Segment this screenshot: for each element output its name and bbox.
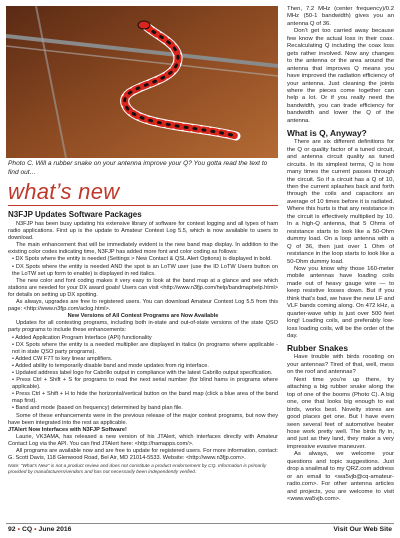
photo-caption: Photo C. Will a rubber snake on your antenna improve your Q? You gotta read the text to find out… (8, 160, 268, 176)
paragraph: The main enhancement that will be immediately evident is the new band map display. In addition to the existing color codes indicating time, N3FJP has added more font and color coding as follows: (8, 242, 278, 256)
section-title-jtalert: JTAlert Now Interfaces with N3FJP Software! (8, 426, 127, 433)
subheading-new-versions: New Versions of All Contest Programs are Now Available (67, 313, 219, 320)
list-item: • Added ability to temporarily disable band and mode updates from rig interface. (12, 362, 209, 369)
paragraph: Laurie, VK3AMA, has released a new version of his JTAlert, which interfaces directly with Amateur Contact Log via the API. You can find JTAlert here: <http://hamapps.com/>. (8, 433, 278, 447)
list-item: • Press Ctrl + Shift + H to hide the horizontal/vertical button on the band map (click a blue area of the band map first). (12, 391, 278, 405)
list-item: • Press Ctrl + Shift + S for programs to read the next serial number (for blind hams in programs where applicable). (12, 377, 278, 391)
paragraph: As always, we welcome your questions and topic suggestions. Just drop a snailmail to my QRZ.com address or an email to <wa5vjb@cq-amateur-radio.com>. For other antenna articles and projects, you are welcome to visit <www.wa5vjb.com>. (287, 451, 394, 503)
heading-rubber-snakes: Rubber Snakes (287, 343, 348, 354)
footer-website-label: Visit Our Web Site (333, 526, 392, 533)
separator-dot: • (34, 526, 37, 533)
disclaimer-note: Note: “What’s New” is not a product review and does not constitute a product endorsement by CQ. Information is primarily provided by manufacturers/vendors and has not necessarily been independently verified. (8, 464, 267, 476)
paragraph: Now you know why those 160-meter mobile antennas have loading coils made out of heavy gauge wire — to keep resistive losses down. But if you think that’s bad, we have the new LF and VLF bands coming along. On 472 kHz, a quarter-wave whip is just over 500 feet long! Loading coils, and preferably low-loss loading coils, will be the order of the day. (287, 265, 394, 340)
paragraph: N3FJP has been busy updating his extensive library of software for contest logging and all types of ham radio applications. First up is the update to Amateur Contest Log 5.5, which is now available to users to download. (8, 221, 278, 242)
paragraph: Have trouble with birds roosting on your antennas? Tired of that, well, mess on the roof and antennas? (287, 354, 394, 376)
separator-dot: • (17, 526, 20, 533)
whats-new-divider (8, 205, 278, 206)
paragraph: Updates for all contesting programs, including both in-state and out-of-state versions of the state QSO party programs to include these enhancements: (8, 320, 278, 334)
paragraph: Then, 7.2 MHz (center frequency)/0.2 MHz (50-1 bandwidth) gives you an antenna Q of 36. (287, 6, 394, 27)
section-title-n3fjp: N3FJP Updates Software Packages (8, 210, 142, 219)
paragraph: As always, upgrades are free to registered users. You can download Amateur Contest Log 5.5 from this page: <http://www.n3fjp.com/aclog.html>. (8, 299, 278, 313)
list-item: • DX Spots where the entity is needed (Settings > New Contact & QSL Alert Options) is displayed in bold. (12, 256, 272, 263)
photo-illustration (6, 6, 278, 158)
footer-page-info (8, 526, 71, 533)
footer-divider (6, 523, 394, 524)
list-item: • Band and mode (based on frequency) determined by band plan file. (12, 405, 183, 412)
whats-new-heading: what’s new (8, 179, 120, 204)
page-number: 92 (8, 526, 16, 533)
paragraph: Next time you’re up there, try attaching a big rubber snake along the top of one of the booms (Photo C). A big one, one that looks big enough to eat birds, works best. Novelty stores are good places get one. But I have even seen several feet of automotive heater hose work pretty well. The birds fly in, and just as they land, they make a very impressive evasive maneuver. (287, 376, 394, 450)
paragraph: All programs are available now and are free to update for registered users. For more information, contact: G. Scott Davis, 118 Glenwood Road, Bel Air, MD 21014-5533. Website: <http://www.n3fjp.com>. (8, 448, 278, 462)
list-item: • Added Application Program Interface (API) functionality (12, 334, 152, 341)
list-item: • Updated address label logo for Cabrillo output in compliance with the latest Cabrillo output specification. (12, 369, 273, 376)
paragraph: Some of these enhancements were in the previous release of the major contest programs, but now they have been integrated into the rest as applicable. (8, 412, 278, 426)
magazine-name: CQ (21, 526, 33, 533)
heading-what-is-q: What is Q, Anyway? (287, 128, 367, 139)
whats-new-column (8, 210, 278, 476)
article-column (287, 6, 394, 504)
list-item: • Added CW F7T to key linear amplifiers. (12, 355, 113, 362)
snake-antenna-photo (6, 6, 278, 158)
list-item: • DX Spots where the entity is needed AND the spot is an LoTW user (use the ID LoTW Users button on the LoTW set up form to enable) is displayed in red italics. (12, 263, 278, 277)
issue-date: June 2016 (38, 526, 72, 533)
paragraph: There are six different definitions for the Q or quality factor of a tuned circuit, and antenna circuit quality as tuned circuits. In its simplest terms, Q is how many times the current passes through the circuit. So if a circuit has a Q of 10, then the current splashes back and forth through the coils and capacitors an average of 10 times before it is radiated. Where this hurts is that any resistance in the circuit is effectively multiplied by 10. In a high-Q antenna, that 5 Ohms of resistance starts to look like a 50-Ohm dummy load. On a loop antenna with a Q of 36, then just over 1 Ohm of resistance in the loop starts to look like a 50-Ohm dummy load. (287, 139, 394, 265)
list-item: • DX Spots where the entity is a needed multiplier are displayed in italics (in programs where applicable - not in state QSO party programs). (12, 341, 278, 355)
paragraph: Don’t get too carried away because few know the actual loss in their coax. Recalculating Q including the coax loss gets rather involved. Now any changes to the antenna or the area around the antenna that improves Q means you have improved the radiation efficiency of your antenna. Just cleaning the joints where the pieces come together can help a lot. Or if you really need the bandwidth, you can trade efficiency for bandwidth and lower the Q of the antenna. (287, 28, 394, 124)
paragraph: The new color and font coding makes it very easy to look at the band map at a glance and see which stations are needed for your DX award goals! Users can visit <http://www.n3fjp.com/help/bandmaphelp.html> for details on setting up DX spotting. (8, 277, 278, 298)
